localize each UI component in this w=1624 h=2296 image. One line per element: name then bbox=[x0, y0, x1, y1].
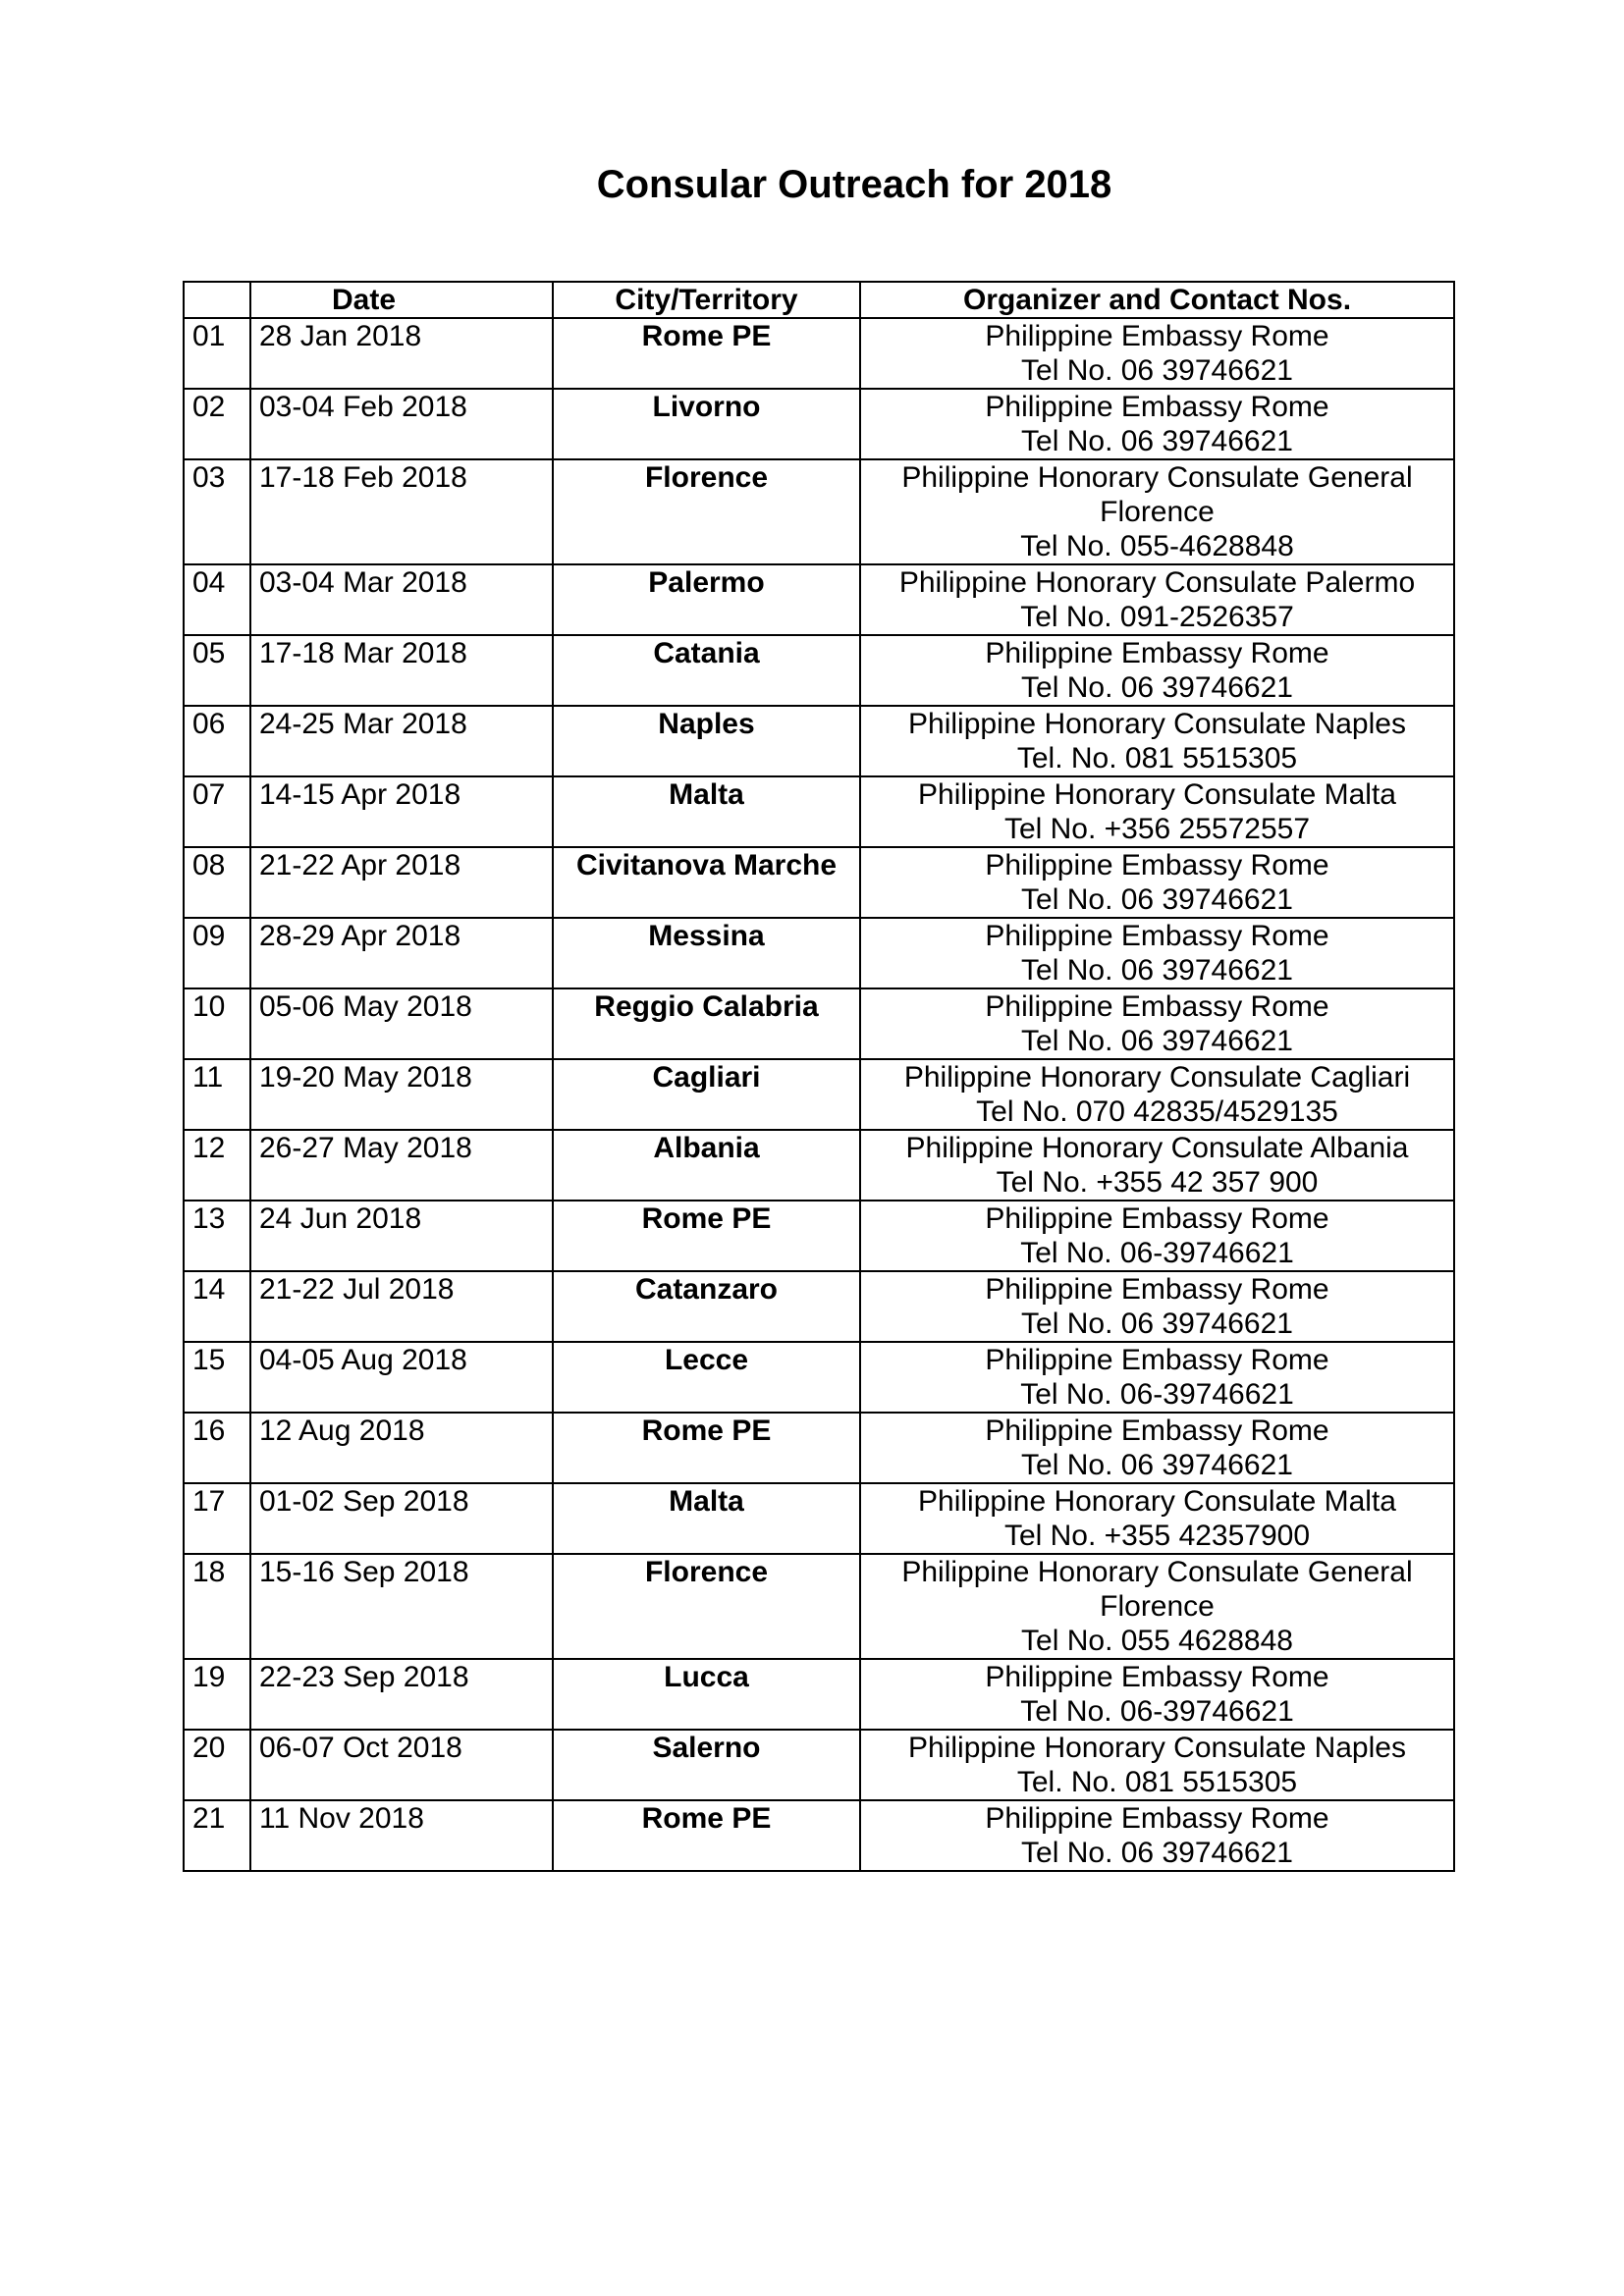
organizer-tel: Tel No. 091-2526357 bbox=[1020, 601, 1294, 633]
row-city: Naples bbox=[553, 706, 860, 776]
row-organizer bbox=[860, 1413, 1454, 1483]
row-city: Lecce bbox=[553, 1342, 860, 1413]
organizer-name-cont: Florence bbox=[1100, 1590, 1215, 1623]
row-organizer bbox=[860, 1483, 1454, 1554]
table-row-05 bbox=[184, 635, 1454, 706]
table-row-14 bbox=[184, 1271, 1454, 1342]
row-city: Catania bbox=[553, 635, 860, 706]
row-city: Livorno bbox=[553, 389, 860, 459]
row-organizer bbox=[860, 847, 1454, 918]
row-date: 22-23 Sep 2018 bbox=[250, 1659, 553, 1730]
row-number: 20 bbox=[184, 1730, 250, 1800]
row-organizer bbox=[860, 389, 1454, 459]
row-date: 24-25 Mar 2018 bbox=[250, 706, 553, 776]
row-city: Malta bbox=[553, 776, 860, 847]
table-row-18 bbox=[184, 1554, 1454, 1659]
row-number: 03 bbox=[184, 459, 250, 564]
organizer-name: Philippine Embassy Rome bbox=[985, 1344, 1329, 1376]
table-row-16 bbox=[184, 1413, 1454, 1483]
organizer-name: Philippine Honorary Consulate General bbox=[901, 461, 1413, 494]
organizer-name: Philippine Honorary Consulate Naples bbox=[908, 708, 1406, 740]
table-row-04 bbox=[184, 564, 1454, 635]
row-number: 14 bbox=[184, 1271, 250, 1342]
table-row-12 bbox=[184, 1130, 1454, 1201]
page-title: Consular Outreach for 2018 bbox=[596, 163, 1112, 206]
row-date: 03-04 Feb 2018 bbox=[250, 389, 553, 459]
row-date: 26-27 May 2018 bbox=[250, 1130, 553, 1201]
row-date: 03-04 Mar 2018 bbox=[250, 564, 553, 635]
organizer-tel: Tel No. 06-39746621 bbox=[1020, 1695, 1294, 1728]
organizer-name: Philippine Embassy Rome bbox=[985, 637, 1329, 669]
row-date: 15-16 Sep 2018 bbox=[250, 1554, 553, 1659]
row-city: Florence bbox=[553, 459, 860, 564]
row-city: Cagliari bbox=[553, 1059, 860, 1130]
organizer-tel: Tel No. 06 39746621 bbox=[1021, 1025, 1293, 1057]
row-date: 19-20 May 2018 bbox=[250, 1059, 553, 1130]
row-number: 04 bbox=[184, 564, 250, 635]
organizer-name: Philippine Honorary Consulate Malta bbox=[918, 778, 1396, 811]
row-organizer bbox=[860, 635, 1454, 706]
row-organizer bbox=[860, 988, 1454, 1059]
row-number: 08 bbox=[184, 847, 250, 918]
row-number: 10 bbox=[184, 988, 250, 1059]
row-date: 21-22 Apr 2018 bbox=[250, 847, 553, 918]
row-city: Rome PE bbox=[553, 318, 860, 389]
row-city: Florence bbox=[553, 1554, 860, 1659]
organizer-tel: Tel No. 06 39746621 bbox=[1021, 1308, 1293, 1340]
table-row-07 bbox=[184, 776, 1454, 847]
row-organizer bbox=[860, 1554, 1454, 1659]
row-organizer bbox=[860, 1730, 1454, 1800]
row-city: Reggio Calabria bbox=[553, 988, 860, 1059]
header-number bbox=[184, 282, 250, 318]
organizer-tel: Tel No. 055-4628848 bbox=[1020, 530, 1294, 562]
row-number: 18 bbox=[184, 1554, 250, 1659]
row-number: 06 bbox=[184, 706, 250, 776]
row-city: Messina bbox=[553, 918, 860, 988]
row-organizer bbox=[860, 459, 1454, 564]
row-number: 05 bbox=[184, 635, 250, 706]
row-city: Albania bbox=[553, 1130, 860, 1201]
row-city: Rome PE bbox=[553, 1413, 860, 1483]
organizer-tel: Tel No. 06-39746621 bbox=[1020, 1378, 1294, 1411]
table-row-06 bbox=[184, 706, 1454, 776]
row-number: 11 bbox=[184, 1059, 250, 1130]
outreach-schedule-table bbox=[183, 281, 1455, 1872]
organizer-tel: Tel No. 06 39746621 bbox=[1021, 883, 1293, 916]
row-date: 05-06 May 2018 bbox=[250, 988, 553, 1059]
row-organizer bbox=[860, 1059, 1454, 1130]
organizer-name: Philippine Embassy Rome bbox=[985, 849, 1329, 881]
table-row-10 bbox=[184, 988, 1454, 1059]
row-city: Lucca bbox=[553, 1659, 860, 1730]
organizer-name: Philippine Honorary Consulate Malta bbox=[918, 1485, 1396, 1518]
row-organizer bbox=[860, 318, 1454, 389]
row-organizer bbox=[860, 1271, 1454, 1342]
row-number: 09 bbox=[184, 918, 250, 988]
table-row-21 bbox=[184, 1800, 1454, 1871]
row-city: Salerno bbox=[553, 1730, 860, 1800]
row-city: Palermo bbox=[553, 564, 860, 635]
organizer-tel: Tel No. +355 42 357 900 bbox=[996, 1166, 1319, 1199]
organizer-tel: Tel No. 06 39746621 bbox=[1021, 1449, 1293, 1481]
row-organizer bbox=[860, 1659, 1454, 1730]
organizer-tel: Tel No. +356 25572557 bbox=[1003, 813, 1311, 845]
organizer-name: Philippine Embassy Rome bbox=[985, 391, 1329, 423]
table-row-11 bbox=[184, 1059, 1454, 1130]
row-date: 28-29 Apr 2018 bbox=[250, 918, 553, 988]
table-row-08 bbox=[184, 847, 1454, 918]
organizer-name: Philippine Embassy Rome bbox=[985, 1273, 1329, 1306]
row-date: 21-22 Jul 2018 bbox=[250, 1271, 553, 1342]
row-date: 17-18 Mar 2018 bbox=[250, 635, 553, 706]
table-row-13 bbox=[184, 1201, 1454, 1271]
organizer-tel: Tel. No. 081 5515305 bbox=[1016, 1766, 1298, 1798]
row-city: Civitanova Marche bbox=[553, 847, 860, 918]
row-organizer bbox=[860, 564, 1454, 635]
table-row-03 bbox=[184, 459, 1454, 564]
row-city: Rome PE bbox=[553, 1201, 860, 1271]
organizer-name-cont: Florence bbox=[1100, 496, 1215, 528]
row-date: 24 Jun 2018 bbox=[250, 1201, 553, 1271]
row-number: 21 bbox=[184, 1800, 250, 1871]
row-organizer bbox=[860, 1342, 1454, 1413]
table-row-09 bbox=[184, 918, 1454, 988]
table-row-19 bbox=[184, 1659, 1454, 1730]
row-date: 28 Jan 2018 bbox=[250, 318, 553, 389]
row-date: 11 Nov 2018 bbox=[250, 1800, 553, 1871]
organizer-tel: Tel No. 06 39746621 bbox=[1021, 954, 1293, 987]
organizer-name: Philippine Embassy Rome bbox=[985, 1661, 1329, 1693]
header-date: Date bbox=[250, 282, 553, 318]
organizer-name: Philippine Embassy Rome bbox=[985, 1202, 1329, 1235]
organizer-name: Philippine Honorary Consulate Naples bbox=[908, 1732, 1406, 1764]
table-row-17 bbox=[184, 1483, 1454, 1554]
header-city: City/Territory bbox=[553, 282, 860, 318]
organizer-tel: Tel No. 06 39746621 bbox=[1021, 425, 1293, 457]
row-number: 12 bbox=[184, 1130, 250, 1201]
row-date: 04-05 Aug 2018 bbox=[250, 1342, 553, 1413]
organizer-name: Philippine Honorary Consulate Cagliari bbox=[903, 1061, 1411, 1094]
organizer-tel: Tel No. 06 39746621 bbox=[1021, 354, 1293, 387]
row-organizer bbox=[860, 706, 1454, 776]
row-city: Rome PE bbox=[553, 1800, 860, 1871]
organizer-name: Philippine Embassy Rome bbox=[985, 1415, 1329, 1447]
organizer-tel: Tel No. 06-39746621 bbox=[1020, 1237, 1294, 1269]
row-organizer bbox=[860, 1130, 1454, 1201]
table-row-02 bbox=[184, 389, 1454, 459]
row-date: 12 Aug 2018 bbox=[250, 1413, 553, 1483]
organizer-name: Philippine Embassy Rome bbox=[985, 1802, 1329, 1835]
row-date: 06-07 Oct 2018 bbox=[250, 1730, 553, 1800]
table-row-01 bbox=[184, 318, 1454, 389]
table-row-15 bbox=[184, 1342, 1454, 1413]
row-number: 02 bbox=[184, 389, 250, 459]
row-number: 15 bbox=[184, 1342, 250, 1413]
organizer-tel: Tel No. 06 39746621 bbox=[1021, 1837, 1293, 1869]
row-number: 16 bbox=[184, 1413, 250, 1483]
organizer-name: Philippine Embassy Rome bbox=[985, 320, 1329, 352]
row-organizer bbox=[860, 1201, 1454, 1271]
row-number: 17 bbox=[184, 1483, 250, 1554]
table-row-20 bbox=[184, 1730, 1454, 1800]
organizer-tel: Tel. No. 081 5515305 bbox=[1016, 742, 1298, 774]
organizer-tel: Tel No. 070 42835/4529135 bbox=[976, 1095, 1338, 1128]
row-number: 19 bbox=[184, 1659, 250, 1730]
organizer-tel: Tel No. 055 4628848 bbox=[1021, 1625, 1293, 1657]
organizer-name: Philippine Embassy Rome bbox=[985, 990, 1329, 1023]
row-organizer bbox=[860, 776, 1454, 847]
row-date: 17-18 Feb 2018 bbox=[250, 459, 553, 564]
organizer-name: Philippine Embassy Rome bbox=[985, 920, 1329, 952]
organizer-name: Philippine Honorary Consulate General bbox=[901, 1556, 1413, 1588]
row-date: 14-15 Apr 2018 bbox=[250, 776, 553, 847]
organizer-tel: Tel No. 06 39746621 bbox=[1021, 671, 1293, 704]
row-number: 07 bbox=[184, 776, 250, 847]
row-number: 01 bbox=[184, 318, 250, 389]
row-organizer bbox=[860, 918, 1454, 988]
header-organizer: Organizer and Contact Nos. bbox=[860, 282, 1454, 318]
row-number: 13 bbox=[184, 1201, 250, 1271]
table-header-row bbox=[184, 282, 1454, 318]
row-city: Malta bbox=[553, 1483, 860, 1554]
organizer-name: Philippine Honorary Consulate Albania bbox=[905, 1132, 1409, 1164]
organizer-name: Philippine Honorary Consulate Palermo bbox=[898, 566, 1416, 599]
row-date: 01-02 Sep 2018 bbox=[250, 1483, 553, 1554]
row-organizer bbox=[860, 1800, 1454, 1871]
organizer-tel: Tel No. +355 42357900 bbox=[1003, 1520, 1311, 1552]
row-city: Catanzaro bbox=[553, 1271, 860, 1342]
table-body bbox=[184, 318, 1454, 1871]
